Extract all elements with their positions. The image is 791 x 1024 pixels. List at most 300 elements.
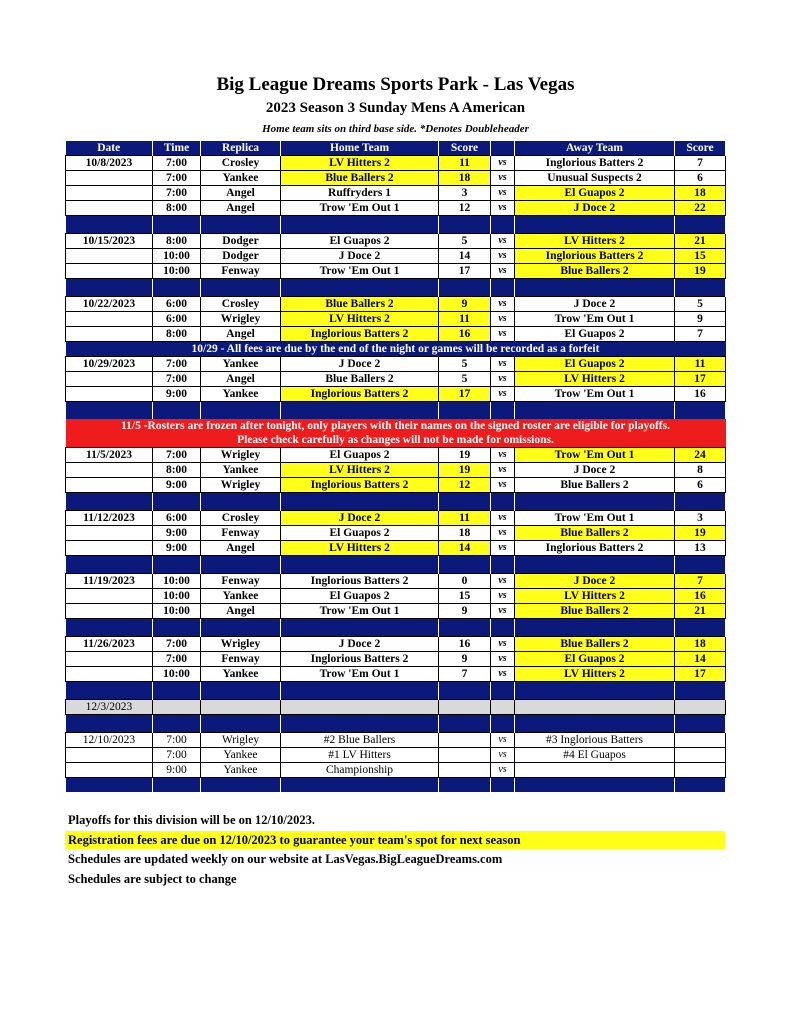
- away-team-cell: Trow 'Em Out 1: [515, 312, 675, 327]
- home-team-cell: Trow 'Em Out 1: [281, 264, 439, 279]
- empty-cell: [153, 700, 201, 715]
- separator-cell: [201, 216, 281, 234]
- col-header-vs: [491, 141, 515, 156]
- away-score-cell: 19: [675, 526, 726, 541]
- away-score-cell: 6: [675, 171, 726, 186]
- separator-cell: [66, 493, 153, 511]
- home-team-cell: LV Hitters 2: [281, 463, 439, 478]
- replica-cell: Angel: [201, 201, 281, 216]
- away-team-cell: Blue Ballers 2: [515, 604, 675, 619]
- away-team-cell: #3 Inglorious Batters: [515, 733, 675, 748]
- game-row: [66, 667, 726, 682]
- date-cell: [66, 748, 153, 763]
- date-cell: [66, 387, 153, 402]
- home-team-cell: Inglorious Batters 2: [281, 387, 439, 402]
- separator-cell: [675, 556, 726, 574]
- separator-cell: [281, 682, 439, 700]
- away-team-cell: LV Hitters 2: [515, 589, 675, 604]
- roster-notice-line2-text: Please check carefully as changes will not be made for omissions.: [66, 433, 726, 448]
- time-cell: 10:00: [153, 264, 201, 279]
- away-team-cell: J Doce 2: [515, 463, 675, 478]
- week-separator: [66, 493, 726, 511]
- vs-cell: vs: [491, 297, 515, 312]
- home-team-cell: J Doce 2: [281, 357, 439, 372]
- separator-cell: [675, 619, 726, 637]
- game-row: [66, 171, 726, 186]
- away-score-cell: 17: [675, 667, 726, 682]
- schedule-note: Home team sits on third base side. *Denotes Doubleheader: [262, 123, 529, 135]
- separator-cell: [491, 715, 515, 733]
- vs-cell: vs: [491, 156, 515, 171]
- col-header-date: Date: [66, 141, 153, 156]
- away-score-cell: 19: [675, 264, 726, 279]
- away-team-cell: #4 El Guapos: [515, 748, 675, 763]
- roster-notice-line1-text: 11/5 -Rosters are frozen after tonight, only players with their names on the signed roster are eligible for playoffs.: [66, 419, 726, 433]
- home-team-cell: Blue Ballers 2: [281, 171, 439, 186]
- date-cell: [66, 667, 153, 682]
- away-score-cell: 18: [675, 637, 726, 652]
- date-cell: [66, 201, 153, 216]
- separator-cell: [153, 279, 201, 297]
- replica-cell: Angel: [201, 186, 281, 201]
- away-score-cell: 15: [675, 249, 726, 264]
- game-row: [66, 763, 726, 778]
- replica-cell: Angel: [201, 541, 281, 556]
- time-cell: 7:00: [153, 357, 201, 372]
- separator-cell: [515, 493, 675, 511]
- away-team-cell: LV Hitters 2: [515, 667, 675, 682]
- away-team-cell: J Doce 2: [515, 201, 675, 216]
- week-separator: [66, 715, 726, 733]
- home-team-cell: Inglorious Batters 2: [281, 652, 439, 667]
- week-separator: [66, 216, 726, 234]
- away-score-cell: [675, 763, 726, 778]
- date-cell: 11/19/2023: [66, 574, 153, 589]
- replica-cell: Wrigley: [201, 448, 281, 463]
- separator-cell: [515, 715, 675, 733]
- separator-cell: [281, 493, 439, 511]
- time-cell: 8:00: [153, 327, 201, 342]
- game-row: [66, 357, 726, 372]
- separator-cell: [153, 682, 201, 700]
- separator-cell: [281, 715, 439, 733]
- replica-cell: Yankee: [201, 589, 281, 604]
- home-team-cell: El Guapos 2: [281, 526, 439, 541]
- home-score-cell: 9: [439, 604, 491, 619]
- week-separator: [66, 619, 726, 637]
- away-team-cell: Trow 'Em Out 1: [515, 511, 675, 526]
- away-score-cell: 22: [675, 201, 726, 216]
- separator-cell: [675, 493, 726, 511]
- away-score-cell: [675, 733, 726, 748]
- separator-cell: [439, 715, 491, 733]
- time-cell: 6:00: [153, 297, 201, 312]
- home-team-cell: Trow 'Em Out 1: [281, 201, 439, 216]
- roster-notice-line1: [66, 419, 726, 433]
- time-cell: 7:00: [153, 156, 201, 171]
- separator-cell: [439, 682, 491, 700]
- date-cell: [66, 604, 153, 619]
- vs-cell: vs: [491, 511, 515, 526]
- separator-cell: [66, 216, 153, 234]
- game-row: [66, 264, 726, 279]
- vs-cell: vs: [491, 249, 515, 264]
- home-team-cell: J Doce 2: [281, 249, 439, 264]
- vs-cell: vs: [491, 733, 515, 748]
- date-cell: [66, 264, 153, 279]
- empty-cell: [675, 700, 726, 715]
- vs-cell: vs: [491, 574, 515, 589]
- home-score-cell: 14: [439, 249, 491, 264]
- date-cell: [66, 312, 153, 327]
- home-team-cell: LV Hitters 2: [281, 541, 439, 556]
- home-score-cell: 16: [439, 327, 491, 342]
- home-score-cell: 19: [439, 463, 491, 478]
- separator-cell: [201, 778, 281, 793]
- date-cell: [66, 763, 153, 778]
- home-team-cell: Trow 'Em Out 1: [281, 604, 439, 619]
- game-row: [66, 234, 726, 249]
- time-cell: 10:00: [153, 574, 201, 589]
- replica-cell: Angel: [201, 604, 281, 619]
- time-cell: 7:00: [153, 733, 201, 748]
- separator-cell: [201, 619, 281, 637]
- time-cell: 9:00: [153, 763, 201, 778]
- home-team-cell: El Guapos 2: [281, 234, 439, 249]
- home-score-cell: 11: [439, 511, 491, 526]
- separator-cell: [515, 778, 675, 793]
- playoffs-note: Playoffs for this division will be on 12/10/2023.: [68, 813, 316, 827]
- game-row: [66, 448, 726, 463]
- separator-cell: [201, 493, 281, 511]
- home-score-cell: 7: [439, 667, 491, 682]
- separator-cell: [491, 216, 515, 234]
- separator-cell: [515, 402, 675, 420]
- time-cell: 8:00: [153, 201, 201, 216]
- vs-cell: vs: [491, 387, 515, 402]
- away-score-cell: 18: [675, 186, 726, 201]
- replica-cell: Fenway: [201, 574, 281, 589]
- week-separator: [66, 778, 726, 793]
- separator-cell: [66, 619, 153, 637]
- col-header-away-team: Away Team: [515, 141, 675, 156]
- time-cell: 8:00: [153, 463, 201, 478]
- separator-cell: [201, 279, 281, 297]
- away-team-cell: [515, 763, 675, 778]
- home-score-cell: 9: [439, 652, 491, 667]
- separator-cell: [675, 279, 726, 297]
- game-row: [66, 478, 726, 493]
- date-cell: [66, 478, 153, 493]
- game-row: [66, 463, 726, 478]
- vs-cell: vs: [491, 201, 515, 216]
- away-team-cell: J Doce 2: [515, 574, 675, 589]
- separator-cell: [675, 216, 726, 234]
- replica-cell: Yankee: [201, 463, 281, 478]
- empty-cell: [439, 700, 491, 715]
- replica-cell: Yankee: [201, 171, 281, 186]
- time-cell: 9:00: [153, 526, 201, 541]
- separator-cell: [439, 279, 491, 297]
- separator-cell: [675, 715, 726, 733]
- home-score-cell: [439, 733, 491, 748]
- date-cell: 11/26/2023: [66, 637, 153, 652]
- home-score-cell: 11: [439, 156, 491, 171]
- away-score-cell: 9: [675, 312, 726, 327]
- date-cell: 10/15/2023: [66, 234, 153, 249]
- away-score-cell: 21: [675, 604, 726, 619]
- home-team-cell: Championship: [281, 763, 439, 778]
- home-team-cell: Blue Ballers 2: [281, 372, 439, 387]
- col-header-home-score: Score: [439, 141, 491, 156]
- away-team-cell: LV Hitters 2: [515, 372, 675, 387]
- home-score-cell: 15: [439, 589, 491, 604]
- game-row: [66, 511, 726, 526]
- time-cell: 7:00: [153, 186, 201, 201]
- separator-cell: [201, 402, 281, 420]
- vs-cell: vs: [491, 541, 515, 556]
- no-games-row: [66, 700, 726, 715]
- week-separator: [66, 402, 726, 420]
- game-row: [66, 652, 726, 667]
- time-cell: 7:00: [153, 448, 201, 463]
- replica-cell: Yankee: [201, 667, 281, 682]
- home-score-cell: 17: [439, 387, 491, 402]
- time-cell: 9:00: [153, 478, 201, 493]
- separator-cell: [439, 216, 491, 234]
- separator-cell: [281, 279, 439, 297]
- separator-cell: [491, 778, 515, 793]
- vs-cell: vs: [491, 604, 515, 619]
- away-team-cell: Trow 'Em Out 1: [515, 387, 675, 402]
- away-score-cell: 7: [675, 574, 726, 589]
- home-score-cell: 18: [439, 171, 491, 186]
- schedule-table: [65, 141, 726, 792]
- page-subtitle: 2023 Season 3 Sunday Mens A American: [265, 100, 526, 116]
- empty-cell: [515, 700, 675, 715]
- date-cell: [66, 652, 153, 667]
- replica-cell: Crosley: [201, 156, 281, 171]
- separator-cell: [491, 682, 515, 700]
- away-team-cell: El Guapos 2: [515, 357, 675, 372]
- separator-cell: [439, 402, 491, 420]
- replica-cell: Angel: [201, 327, 281, 342]
- home-score-cell: 5: [439, 372, 491, 387]
- away-score-cell: 16: [675, 387, 726, 402]
- home-team-cell: El Guapos 2: [281, 448, 439, 463]
- away-team-cell: Inglorious Batters 2: [515, 249, 675, 264]
- date-cell: [66, 186, 153, 201]
- separator-cell: [66, 715, 153, 733]
- home-team-cell: LV Hitters 2: [281, 312, 439, 327]
- time-cell: 6:00: [153, 511, 201, 526]
- away-score-cell: 8: [675, 463, 726, 478]
- replica-cell: Wrigley: [201, 733, 281, 748]
- separator-cell: [491, 402, 515, 420]
- col-header-time: Time: [153, 141, 201, 156]
- home-team-cell: #1 LV Hitters: [281, 748, 439, 763]
- away-score-cell: 6: [675, 478, 726, 493]
- forfeit-notice-text: 10/29 - All fees are due by the end of the night or games will be recorded as a forfeit: [66, 342, 726, 357]
- separator-cell: [439, 556, 491, 574]
- separator-cell: [439, 493, 491, 511]
- game-row: [66, 589, 726, 604]
- separator-cell: [66, 556, 153, 574]
- time-cell: 9:00: [153, 541, 201, 556]
- separator-cell: [66, 279, 153, 297]
- date-cell: 10/8/2023: [66, 156, 153, 171]
- separator-cell: [439, 619, 491, 637]
- home-score-cell: 19: [439, 448, 491, 463]
- away-score-cell: 17: [675, 372, 726, 387]
- game-row: [66, 604, 726, 619]
- home-score-cell: 17: [439, 264, 491, 279]
- game-row: [66, 312, 726, 327]
- time-cell: 7:00: [153, 748, 201, 763]
- date-cell: [66, 589, 153, 604]
- time-cell: 10:00: [153, 249, 201, 264]
- forfeit-notice: [66, 342, 726, 357]
- time-cell: 7:00: [153, 652, 201, 667]
- vs-cell: vs: [491, 186, 515, 201]
- game-row: [66, 526, 726, 541]
- vs-cell: vs: [491, 637, 515, 652]
- date-cell: 12/10/2023: [66, 733, 153, 748]
- home-score-cell: 12: [439, 201, 491, 216]
- game-row: [66, 541, 726, 556]
- date-cell: [66, 171, 153, 186]
- time-cell: 7:00: [153, 372, 201, 387]
- separator-cell: [66, 402, 153, 420]
- date-cell: [66, 526, 153, 541]
- vs-cell: vs: [491, 264, 515, 279]
- col-header-replica: Replica: [201, 141, 281, 156]
- page-title: Big League Dreams Sports Park - Las Vegas: [216, 74, 575, 95]
- home-score-cell: 14: [439, 541, 491, 556]
- away-score-cell: 13: [675, 541, 726, 556]
- replica-cell: Fenway: [201, 652, 281, 667]
- vs-cell: vs: [491, 589, 515, 604]
- away-score-cell: 16: [675, 589, 726, 604]
- separator-cell: [66, 682, 153, 700]
- separator-cell: [439, 778, 491, 793]
- replica-cell: Wrigley: [201, 312, 281, 327]
- away-score-cell: 21: [675, 234, 726, 249]
- game-row: [66, 186, 726, 201]
- separator-cell: [201, 715, 281, 733]
- separator-cell: [281, 778, 439, 793]
- separator-cell: [675, 682, 726, 700]
- separator-cell: [281, 619, 439, 637]
- away-score-cell: 7: [675, 156, 726, 171]
- date-cell: 10/22/2023: [66, 297, 153, 312]
- separator-cell: [153, 216, 201, 234]
- away-team-cell: LV Hitters 2: [515, 234, 675, 249]
- home-score-cell: 5: [439, 357, 491, 372]
- vs-cell: vs: [491, 763, 515, 778]
- replica-cell: Wrigley: [201, 478, 281, 493]
- replica-cell: Yankee: [201, 357, 281, 372]
- away-team-cell: Unusual Suspects 2: [515, 171, 675, 186]
- away-team-cell: El Guapos 2: [515, 327, 675, 342]
- replica-cell: Fenway: [201, 526, 281, 541]
- time-cell: 10:00: [153, 667, 201, 682]
- vs-cell: vs: [491, 748, 515, 763]
- away-score-cell: 5: [675, 297, 726, 312]
- replica-cell: Yankee: [201, 748, 281, 763]
- home-team-cell: #2 Blue Ballers: [281, 733, 439, 748]
- game-row: [66, 156, 726, 171]
- home-team-cell: LV Hitters 2: [281, 156, 439, 171]
- separator-cell: [201, 682, 281, 700]
- separator-cell: [66, 778, 153, 793]
- replica-cell: Angel: [201, 372, 281, 387]
- separator-cell: [491, 279, 515, 297]
- away-score-cell: 7: [675, 327, 726, 342]
- away-team-cell: Blue Ballers 2: [515, 526, 675, 541]
- empty-cell: [491, 700, 515, 715]
- vs-cell: vs: [491, 652, 515, 667]
- away-team-cell: Inglorious Batters 2: [515, 541, 675, 556]
- game-row: [66, 297, 726, 312]
- home-score-cell: 0: [439, 574, 491, 589]
- home-score-cell: 12: [439, 478, 491, 493]
- separator-cell: [515, 556, 675, 574]
- date-cell: [66, 249, 153, 264]
- separator-cell: [201, 556, 281, 574]
- home-score-cell: 9: [439, 297, 491, 312]
- away-team-cell: Trow 'Em Out 1: [515, 448, 675, 463]
- date-cell: 10/29/2023: [66, 357, 153, 372]
- home-team-cell: Inglorious Batters 2: [281, 574, 439, 589]
- col-header-home-team: Home Team: [281, 141, 439, 156]
- home-score-cell: [439, 748, 491, 763]
- registration-note: Registration fees are due on 12/10/2023 to guarantee your team's spot for next season: [65, 831, 725, 849]
- time-cell: 7:00: [153, 171, 201, 186]
- separator-cell: [491, 493, 515, 511]
- home-team-cell: Inglorious Batters 2: [281, 327, 439, 342]
- home-team-cell: Inglorious Batters 2: [281, 478, 439, 493]
- time-cell: 10:00: [153, 589, 201, 604]
- away-score-cell: 14: [675, 652, 726, 667]
- separator-cell: [491, 556, 515, 574]
- away-team-cell: El Guapos 2: [515, 186, 675, 201]
- game-row: [66, 733, 726, 748]
- replica-cell: Fenway: [201, 264, 281, 279]
- separator-cell: [515, 682, 675, 700]
- vs-cell: vs: [491, 327, 515, 342]
- col-header-away-score: Score: [675, 141, 726, 156]
- separator-cell: [281, 402, 439, 420]
- separator-cell: [515, 619, 675, 637]
- separator-cell: [281, 556, 439, 574]
- date-cell: [66, 463, 153, 478]
- separator-cell: [153, 402, 201, 420]
- away-team-cell: Inglorious Batters 2: [515, 156, 675, 171]
- home-score-cell: 18: [439, 526, 491, 541]
- empty-cell: [281, 700, 439, 715]
- week-separator: [66, 279, 726, 297]
- replica-cell: Dodger: [201, 249, 281, 264]
- website-note: Schedules are updated weekly on our website at LasVegas.BigLeagueDreams.com: [68, 852, 503, 866]
- replica-cell: Dodger: [201, 234, 281, 249]
- away-team-cell: J Doce 2: [515, 297, 675, 312]
- away-score-cell: [675, 748, 726, 763]
- vs-cell: vs: [491, 448, 515, 463]
- time-cell: 8:00: [153, 234, 201, 249]
- vs-cell: vs: [491, 171, 515, 186]
- replica-cell: Crosley: [201, 511, 281, 526]
